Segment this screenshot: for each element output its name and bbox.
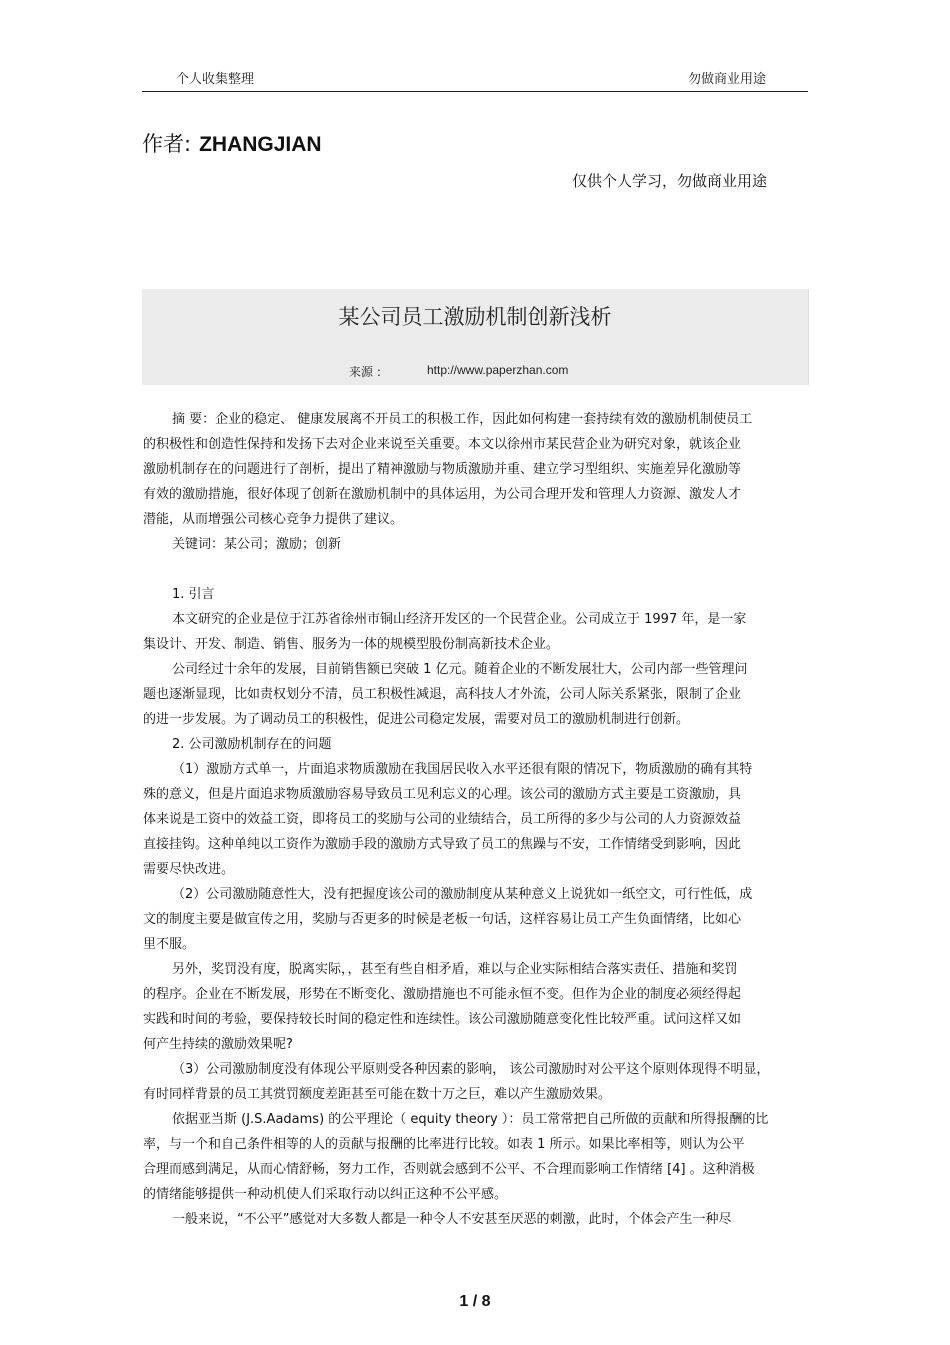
body-line: 实践和时间的考验，要保持较长时间的稳定性和连续性。该公司激励随意变化性比较严重。试问这样又如 [143,1012,742,1027]
body-line: 体来说是工资中的效益工资，即将员工的奖励与公司的业绩结合，员工所得的多少与公司的人力资源效益 [143,812,742,827]
body-line: （3）公司激励制度没有体现公平原则受各种因素的影响， 该公司激励时对公平这个原则体现得不明显， [172,1062,770,1077]
body-line: 的进一步发展。为了调动员工的积极性，促进公司稳定发展，需要对员工的激励机制进行创新。 [143,712,690,727]
header-right-text: 勿做商业用途 [688,72,767,87]
body-line: 率，与一个和自己条件相等的人的贡献与报酬的比率进行比较。如表 1 所示。如果比率相等，则认为公平 [143,1137,745,1152]
body-line: （1）激励方式单一，片面追求物质激励在我国居民收入水平还很有限的情况下，物质激励的确有其特 [172,762,753,777]
body-line: 公司经过十余年的发展，目前销售额已突破 1 亿元。随着企业的不断发展壮大，公司内部一些管理问 [172,662,748,677]
body-line: 直接挂钩。这种单纯以工资作为激励手段的激励方式导致了员工的焦躁与不安，工作情绪受到影响，因此 [143,837,742,852]
author-name: ZHANGJIAN [199,133,322,156]
body-line: 的情绪能够提供一种动机使人们采取行动以纠正这种不公平感。 [143,1187,508,1202]
abstract-line: 激励机制存在的问题进行了剖析，提出了精神激励与物质激励并重、建立学习型组织、实施差异化激励等 [143,462,742,477]
keywords-line: 关键词：某公司；激励；创新 [172,537,342,552]
body-line: 另外，奖罚没有度，脱离实际，，甚至有些自相矛盾，难以与企业实际相结合落实责任、措施和奖罚 [172,962,738,977]
body-line: 集设计、开发、制造、销售、服务为一体的规模型股份制高新技术企业。 [143,637,560,652]
source-label: 来源 : [349,365,381,379]
body-line: 依据亚当斯 (J.S.Aadams) 的公平理论（ equity theory ）：员工常常把自己所做的贡献和所得报酬的比 [172,1112,769,1127]
source-url: http://www.paperzhan.com [427,363,569,377]
body-line: 有时同样背景的员工其赏罚额度差距甚至可能在数十万之巨，难以产生激励效果。 [143,1087,612,1102]
section-heading: 1. 引言 [172,587,215,602]
page-number: 1 / 8 [459,1293,491,1310]
abstract-line: 潜能，从而增强公司核心竞争力提供了建议。 [143,512,404,527]
abstract-line: 摘 要：企业的稳定、 健康发展离不开员工的积极工作，因此如何构建一套持续有效的激励机制使员工 [172,412,753,427]
body-line: 一般来说，“不公平”感觉对大多数人都是一种令人不安甚至厌恶的刺激，此时，个体会产生一种尽 [172,1212,732,1227]
body-line: （2）公司激励随意性大，没有把握度该公司的激励制度从某种意义上说犹如一纸空文，可行性低，成 [172,887,753,902]
body-line: 需要尽快改进。 [143,862,235,877]
body-line: 的程序。企业在不断发展，形势在不断变化、激励措施也不可能永恒不变。但作为企业的制度必须经得起 [143,987,742,1002]
header-rule [142,91,808,92]
body-line: 合理而感到满足，从而心情舒畅，努力工作，否则就会感到不公平、不合理而影响工作情绪 [4] 。这种消极 [143,1162,755,1177]
author-line [142,128,322,158]
body-line: 题也逐渐显现，比如责权划分不清，员工积极性减退，高科技人才外流，公司人际关系紧张，限制了企业 [143,687,742,702]
body-line: 文的制度主要是做宣传之用，奖励与否更多的时候是老板一句话，这样容易让员工产生负面情绪，比如心 [143,912,742,927]
title-block [142,289,809,385]
header-left-text: 个人收集整理 [176,72,255,87]
body-line: 本文研究的企业是位于江苏省徐州市铜山经济开发区的一个民营企业。公司成立于 1997 年，是一家 [172,612,747,627]
section-heading: 2. 公司激励机制存在的问题 [172,737,332,752]
body-line: 里不服。 [143,937,196,952]
abstract-line: 有效的激励措施，很好体现了创新在激励机制中的具体运用，为公司合理开发和管理人力资源、激发人才 [143,487,742,502]
abstract-line: 的积极性和创造性保持和发扬下去对企业来说至关重要。本文以徐州市某民营企业为研究对象，就该企业 [143,437,742,452]
author-label: 作者: [142,132,192,156]
usage-notice: 仅供个人学习，勿做商业用途 [572,172,768,190]
body-line: 何产生持续的激励效果呢? [143,1037,293,1052]
article-title: 某公司员工激励机制创新浅析 [338,305,612,329]
body-line: 殊的意义，但是片面追求物质激励容易导致员工见利忘义的心理。该公司的激励方式主要是工资激励，具 [143,787,742,802]
